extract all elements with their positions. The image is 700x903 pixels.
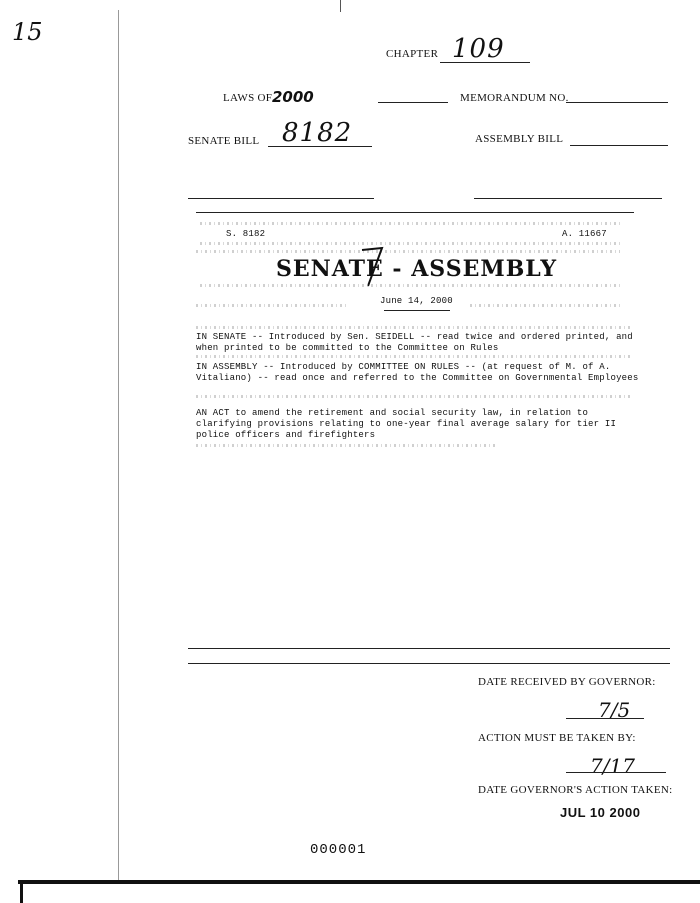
bottom-rule-1 [188,648,670,649]
act-description: AN ACT to amend the retirement and social security law, in relation to clarifying provisions relating to one-year final average salary for tier II police officers and firefighters [196,408,617,440]
action-by-label: ACTION MUST BE TAKEN BY: [478,732,636,744]
received-value: 7/5 [598,698,631,722]
blank-line-right [474,198,662,199]
memorandum-line [566,102,668,103]
jacket-top-rule [196,212,634,213]
senate-number: S. 8182 [226,229,266,239]
assembly-introduction: IN ASSEMBLY -- Introduced by COMMITTEE ON RULES -- (at request of M. of A. Vitaliano) -- read once and referred to the Committee on Governmental Employees [196,362,639,383]
bill-title: SENATE - ASSEMBLY [276,256,558,282]
bottom-edge-corner [20,880,23,903]
blank-line-left [188,198,374,199]
received-label: DATE RECEIVED BY GOVERNOR: [478,676,656,688]
assembly-number: A. 11667 [562,229,607,239]
chapter-line [440,62,530,63]
senate-bill-value: 8182 [282,118,353,148]
chapter-label: CHAPTER [386,48,439,60]
bottom-edge-bar [18,880,700,884]
assembly-bill-line [570,145,668,146]
corner-mark: 15 [12,18,43,46]
laws-label: LAWS OF [223,92,273,104]
received-line [566,718,644,719]
handwritten-slash [356,240,406,290]
page-number: 000001 [310,842,367,858]
memorandum-label: MEMORANDUM NO. [460,92,569,104]
date-rule [384,310,450,311]
senate-bill-line [268,146,372,147]
laws-value: 2000 [272,88,314,106]
senate-introduction: IN SENATE -- Introduced by Sen. SEIDELL -- read twice and ordered printed, and when printed to be committed to the Committee on Rules [196,332,633,353]
action-taken-stamp: JUL 10 2000 [560,805,641,820]
action-by-value: 7/17 [590,754,635,778]
margin-line [118,10,119,880]
top-tick [340,0,341,12]
assembly-bill-label: ASSEMBLY BILL [475,133,564,145]
action-by-line [566,772,666,773]
laws-line [378,102,448,103]
action-taken-label: DATE GOVERNOR'S ACTION TAKEN: [478,784,673,796]
chapter-value: 109 [452,34,505,64]
bill-date: June 14, 2000 [380,296,453,306]
senate-bill-label: SENATE BILL [188,135,260,147]
bottom-rule-2 [188,663,670,664]
